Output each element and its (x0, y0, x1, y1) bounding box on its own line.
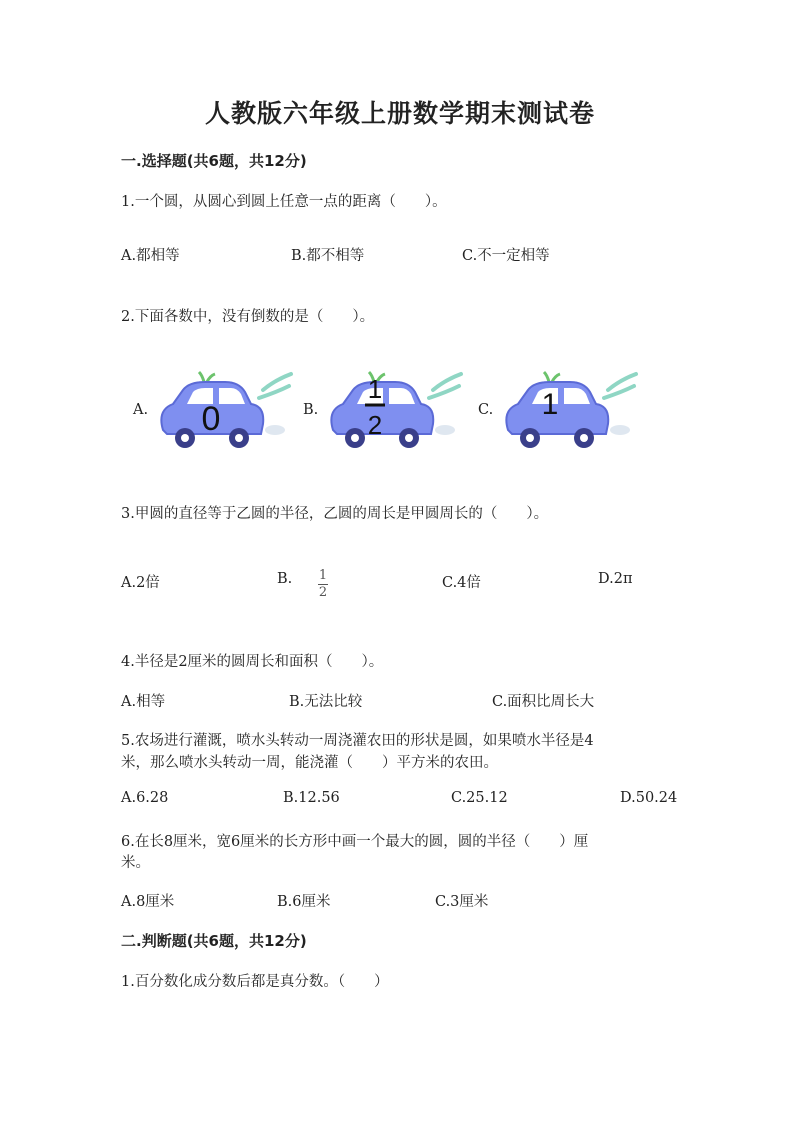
fraction-denominator: 2 (318, 585, 328, 600)
question-3-text: 3.甲圆的直径等于乙圆的半径，乙圆的周长是甲圆周长的（ ）。 (121, 506, 549, 522)
question-1-option-c[interactable]: C.不一定相等 (462, 248, 550, 264)
question-4-option-b[interactable]: B.无法比较 (289, 694, 363, 710)
question-1-text: 1.一个圆，从圆心到圆上任意一点的距离（ ）。 (121, 194, 447, 210)
question-3-option-b[interactable]: B. (277, 571, 293, 587)
question-5-text-line-2: 米，那么喷水头转动一周，能浇灌（ ）平方米的农田。 (121, 755, 498, 771)
question-3-option-c[interactable]: C.4倍 (442, 575, 481, 591)
question-5-option-c[interactable]: C.25.12 (451, 790, 508, 806)
page-title: 人教版六年级上册数学期末测试卷 (204, 99, 595, 128)
question-1-option-b[interactable]: B.都不相等 (291, 248, 365, 264)
judgement-1-text: 1.百分数化成分数后都是真分数。（ ） (121, 974, 389, 990)
question-6-text-line-2: 米。 (121, 855, 150, 871)
question-2-text: 2.下面各数中，没有倒数的是（ ）。 (121, 309, 375, 325)
section-heading-judgement: 二.判断题(共6题，共12分) (121, 932, 307, 950)
question-5-option-a[interactable]: A.6.28 (121, 790, 169, 806)
fraction-numerator: 1 (318, 568, 328, 583)
question-2-option-b-numerator: 1 (367, 374, 383, 404)
section-heading-choice: 一.选择题(共6题，共12分) (121, 152, 307, 170)
question-4-option-c[interactable]: C.面积比周长大 (492, 694, 595, 710)
question-2-option-a-label[interactable]: A. (133, 402, 149, 418)
question-6-option-b[interactable]: B.6厘米 (277, 894, 331, 910)
question-2-option-a-car-image (155, 368, 295, 453)
question-5-text-line-1: 5.农场进行灌溉，喷水头转动一周浇灌农田的形状是圆，如果喷水半径是4 (121, 733, 594, 749)
question-5-option-b[interactable]: B.12.56 (283, 790, 340, 806)
question-6-option-c[interactable]: C.3厘米 (435, 894, 489, 910)
question-1-option-a[interactable]: A.都相等 (121, 248, 180, 264)
question-5-option-d[interactable]: D.50.24 (620, 790, 678, 806)
question-4-text: 4.半径是2厘米的圆周长和面积（ ）。 (121, 654, 384, 670)
question-3-option-a[interactable]: A.2倍 (121, 575, 160, 591)
question-2-option-b-denominator: 2 (367, 410, 383, 440)
question-2-option-c-number: 1 (541, 388, 559, 421)
question-2-option-b-label[interactable]: B. (303, 402, 319, 418)
question-2-option-c-label[interactable]: C. (478, 402, 494, 418)
question-2-option-b-car-image (325, 368, 465, 453)
question-3-option-b-fraction (318, 564, 328, 600)
question-6-option-a[interactable]: A.8厘米 (121, 894, 175, 910)
question-4-option-a[interactable]: A.相等 (121, 694, 166, 710)
question-3-option-d[interactable]: D.2π (598, 571, 633, 587)
question-2-option-a-number: 0 (201, 400, 221, 438)
question-6-text-line-1: 6.在长8厘米，宽6厘米的长方形中画一个最大的圆，圆的半径（ ）厘 (121, 834, 589, 850)
question-2-option-c-car-image (500, 368, 640, 453)
